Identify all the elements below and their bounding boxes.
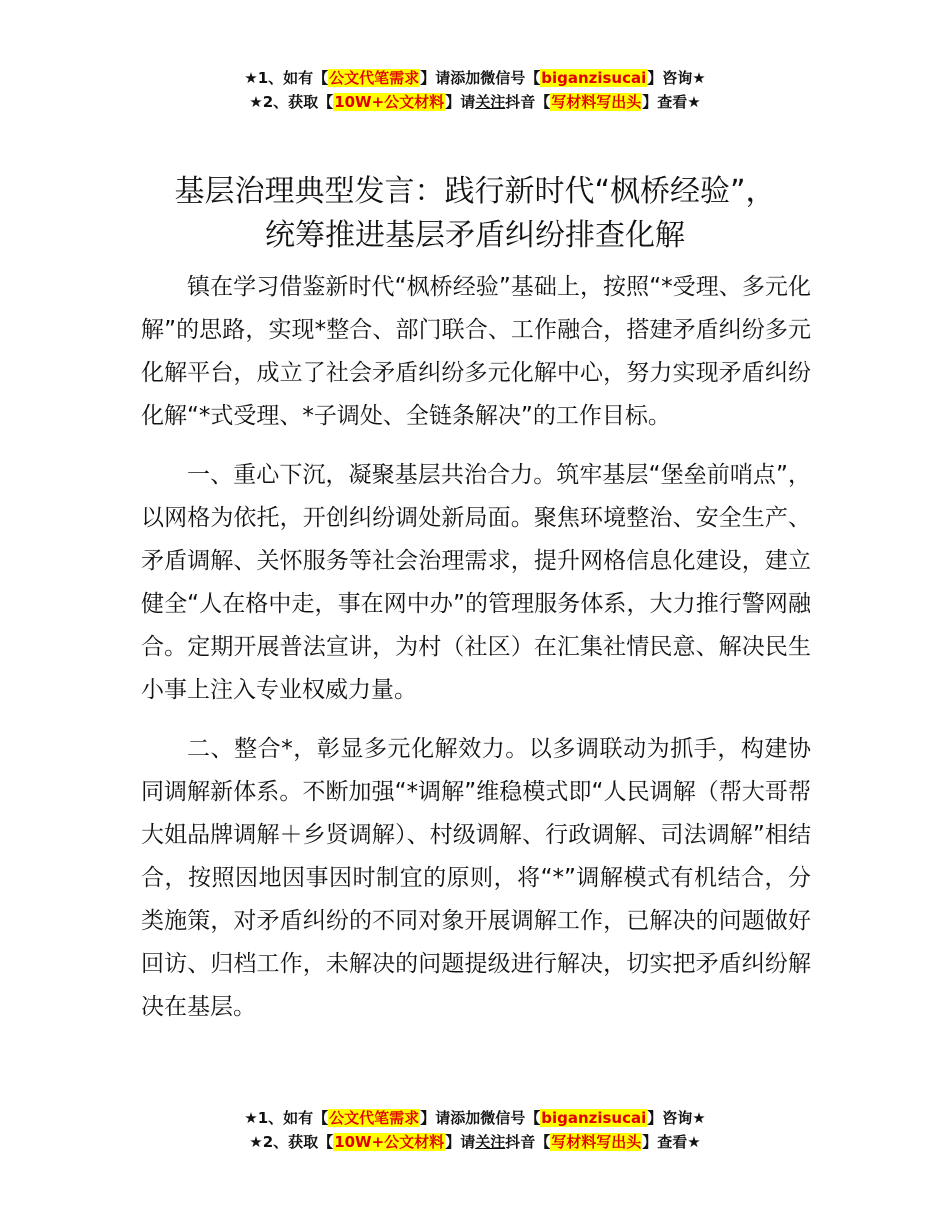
banner-underlined: 关注	[475, 1133, 506, 1151]
banner-line-2	[0, 1130, 950, 1154]
banner-highlight: 10W+公文材料	[334, 1133, 445, 1151]
banner-text: 】请	[445, 1133, 476, 1151]
banner-text: ★1、如有【	[244, 1109, 329, 1127]
banner-text: ★2、获取【	[249, 93, 334, 111]
banner-text: 抖音【	[505, 1133, 551, 1151]
wechat-id-highlight: biganzisucai	[541, 1109, 647, 1127]
douyin-highlight: 写材料写出头	[551, 1133, 642, 1151]
banner-text: ★1、如有【	[244, 69, 329, 87]
banner-line-1	[0, 1106, 950, 1130]
banner-highlight: 公文代笔需求	[329, 69, 420, 87]
paragraph-section-2: 二、整合*，彰显多元化解效力。以多调联动为抓手，构建协同调解新体系。不断加强“*调解”维稳模式即“人民调解（帮大哥帮大姐品牌调解＋乡贤调解）、村级调解、行政调解、司法调解”相结合，按照因地因事因时制宜的原则，将“*”调解模式有机结合，分类施策，对矛盾纠纷的不同对象开展调解工作，已解决的问题做好回访、归档工作，未解决的问题提级进行解决，切实把矛盾纠纷解决在基层。	[141, 736, 811, 1020]
banner-line-1	[0, 66, 950, 90]
douyin-highlight: 写材料写出头	[551, 93, 642, 111]
banner-text: 】查看★	[642, 1133, 701, 1151]
banner-highlight: 10W+公文材料	[334, 93, 445, 111]
banner-text: 】请添加微信号【	[420, 69, 541, 87]
footer-banner	[0, 1106, 950, 1154]
banner-text: 】咨询★	[647, 69, 706, 87]
wechat-id-highlight: biganzisucai	[541, 69, 647, 87]
banner-text: 】请添加微信号【	[420, 1109, 541, 1127]
banner-text: 】查看★	[642, 93, 701, 111]
paragraph-section-1: 一、重心下沉，凝聚基层共治合力。筑牢基层“堡垒前哨点”，以网格为依托，开创纠纷调处新局面。聚焦环境整治、安全生产、矛盾调解、关怀服务等社会治理需求，提升网格信息化建设，建立健全“人在格中走，事在网中办”的管理服务体系，大力推行警网融合。定期开展普法宣讲，为村（社区）在汇集社情民意、解决民生小事上注入专业权威力量。	[141, 462, 811, 703]
banner-highlight: 公文代笔需求	[329, 1109, 420, 1127]
header-banner	[0, 66, 950, 114]
banner-underlined: 关注	[475, 93, 506, 111]
title-line-2: 统筹推进基层矛盾纠纷排查化解	[265, 218, 685, 253]
paragraph-intro: 镇在学习借鉴新时代“枫桥经验”基础上，按照“*受理、多元化解”的思路，实现*整合、部门联合、工作融合，搭建矛盾纠纷多元化解平台，成立了社会矛盾纠纷多元化解中心，努力实现矛盾纠纷化解“*式受理、*子调处、全链条解决”的工作目标。	[141, 274, 811, 429]
document-title	[0, 170, 950, 258]
banner-line-2	[0, 90, 950, 114]
banner-text: 抖音【	[505, 93, 551, 111]
banner-text: 】请	[445, 93, 476, 111]
document-body	[141, 266, 811, 1045]
banner-text: ★2、获取【	[249, 1133, 334, 1151]
banner-text: 】咨询★	[647, 1109, 706, 1127]
title-line-1: 基层治理典型发言：践行新时代“枫桥经验”，	[174, 174, 776, 209]
